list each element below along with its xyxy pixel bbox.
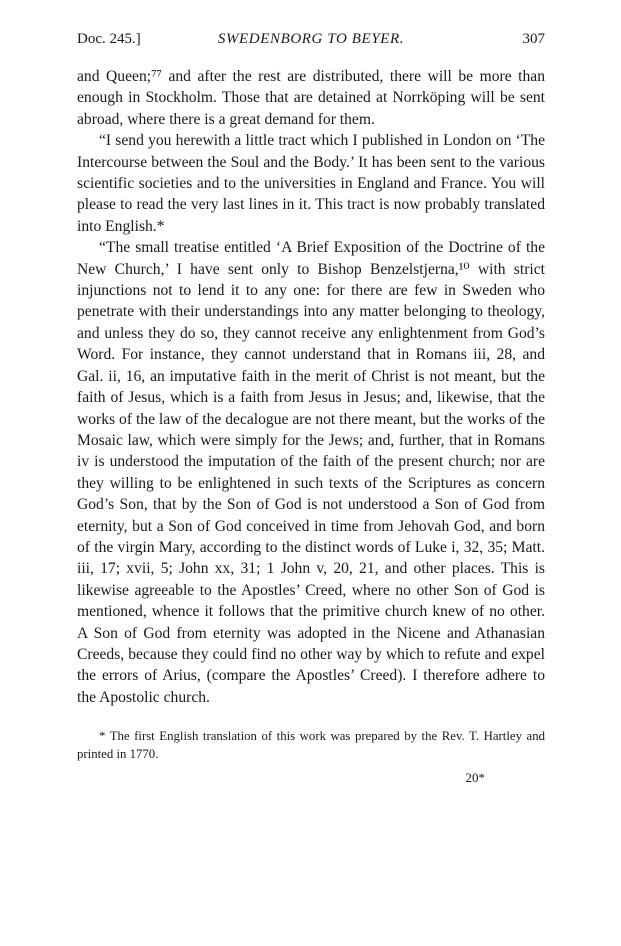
running-title: SWEDENBORG TO BEYER. (217, 31, 405, 47)
paragraph: “The small treatise entitled ‘A Brief Exposition of the Doctrine of the New Church,’ I have sent only to Bishop Benzelstjerna,¹⁰ with strict injunctions not to lend it to any one: for there are few in Sweden who penetrate with their understandings into any matter belonging to theology, and unless they do so, they cannot receive any enlightenment from God’s Word. For instance, they cannot understand that in Romans iii, 28, and Gal. ii, 16, an imputative faith in the merit of Christ is not meant, but the faith of Jesus, which is a faith from Jesus in Jesus; and, likewise, that the works of the law of the decalogue are not there meant, but the works of the Mosaic law, which were simply for the Jews; and, further, that in Romans iv is understood the imputation of the faith of the present church; nor are they willing to be enlightened in such texts of the Scriptures as concern God’s Son, that by the Son of God is not understood a Son of God from eternity, but a Son of God conceived in time from Jehovah God, and born of the virgin Mary, according to the distinct words of Luke i, 32, 35; Matt. iii, 17; xvii, 5; John xx, 31; 1 John v, 20, 21, and other places. This is likewise agreeable to the Apostles’ Creed, where no other Son of God is mentioned, whence it follows that the primitive church knew of no other. A Son of God from eternity was adopted in the Nicene and Athanasian Creeds, because they could find no other way by which to refute and expel the errors of Arius, (compare the Apostles’ Creed). I therefore adhere to the Apostolic church. (77, 239, 545, 706)
body-text (77, 66, 545, 708)
signature-mark: 20* (465, 770, 485, 786)
footnote: * The first English translation of this work was prepared by the Rev. T. Hartley and printed in 1770. (77, 729, 545, 762)
paragraph: and Queen;⁷⁷ and after the rest are distributed, there will be more than enough in Stockholm. Those that are detained at Norrköping will be sent abroad, where there is a great demand for them. (77, 68, 545, 128)
paragraph: “I send you herewith a little tract which I published in London on ‘The Intercourse between the Soul and the Body.’ It has been sent to the various scientific societies and to the universities in England and France. You will please to read the very last lines in it. This tract is now probably translated into English.* (77, 132, 545, 235)
page-number: 307 (522, 31, 545, 47)
document-page (77, 28, 545, 787)
running-header (77, 28, 545, 50)
doc-reference: Doc. 245.] (77, 31, 141, 47)
